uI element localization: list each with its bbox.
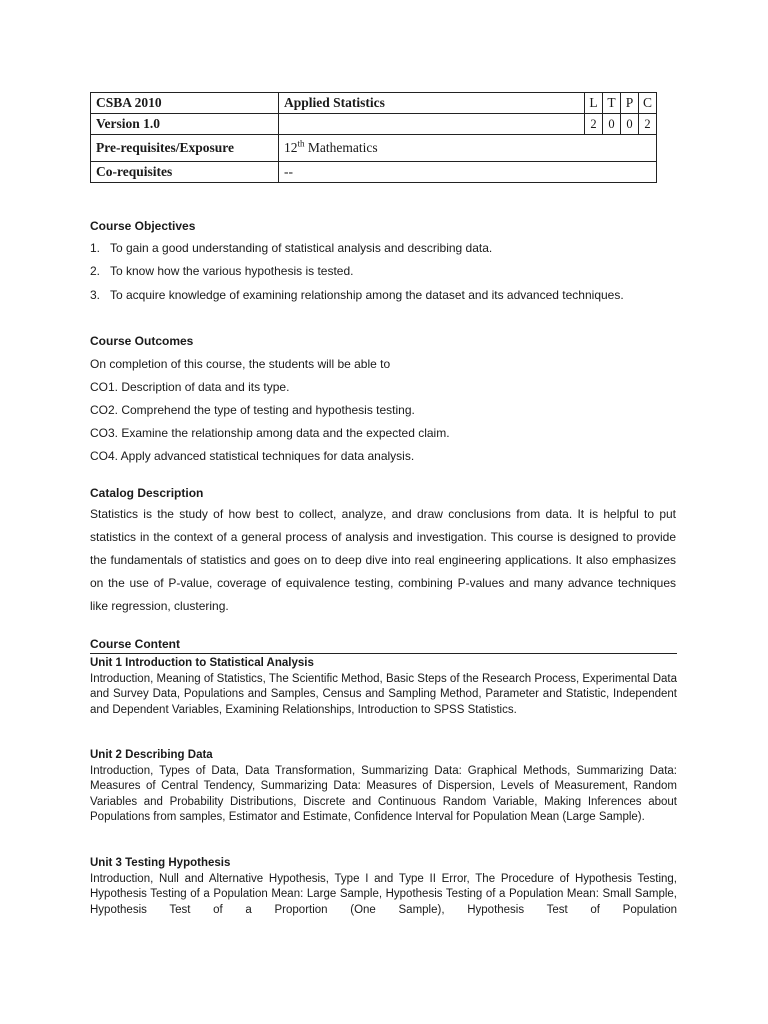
version-value	[279, 114, 585, 135]
unit-title: Unit 3 Testing Hypothesis	[90, 857, 231, 869]
prerequisites-value	[279, 135, 657, 162]
unit-body: Introduction, Null and Alternative Hypothesis, Type I and Type II Error, The Procedure of Hypothesis Testing, Hypothesis Testing of a Population Mean: Large Sample, Hypothesis Testing of a Population Mean: Small Sample, Hypothesis Test of a Proportion (One Sample), Hypothesis Test of Population	[90, 872, 677, 916]
objective-number: 2.	[90, 264, 101, 278]
course-info-table	[90, 92, 657, 183]
ltpc-value-l: 2	[585, 114, 603, 135]
objective-text: To acquire knowledge of examining relationship among the dataset and its advanced techniques.	[110, 288, 624, 302]
corequisites-label: Co-requisites	[91, 162, 279, 183]
corequisites-value: --	[279, 162, 657, 183]
ltpc-header-l: L	[585, 93, 603, 114]
unit-body: Introduction, Types of Data, Data Transformation, Summarizing Data: Graphical Methods, Summarizing Data: Measures of Central Tendency, Summarizing Data: Measures of Dispersion, Levels of Measurement, Random Variables and Probability Distributions, Discrete and Continuous Random Variable, Making Inferences about Populations from samples, Estimator and Estimate, Confidence Interval for Population Mean (Large Sample).	[90, 764, 677, 823]
outcome-item: CO3. Examine the relationship among data and the expected claim.	[90, 426, 450, 440]
objective-text: To gain a good understanding of statistical analysis and describing data.	[110, 241, 493, 255]
unit-title: Unit 2 Describing Data	[90, 749, 213, 761]
unit-body: Introduction, Meaning of Statistics, The Scientific Method, Basic Steps of the Research Process, Experimental Data and Survey Data, Populations and Samples, Census and Sampling Method, Parameter and Statistic, Independent and Dependent Variables, Examining Relationships, Introduction to SPSS Statistics.	[90, 672, 677, 716]
version-row	[91, 114, 657, 135]
unit-title: Unit 1 Introduction to Statistical Analysis	[90, 657, 314, 669]
objective-number: 1.	[90, 241, 101, 255]
objectives-heading: Course Objectives	[90, 219, 196, 233]
content-heading: Course Content	[90, 637, 677, 654]
objective-text: To know how the various hypothesis is tested.	[110, 264, 354, 278]
ltpc-value-p: 0	[621, 114, 639, 135]
objective-item	[90, 288, 624, 302]
ltpc-header-c: C	[639, 93, 657, 114]
prerequisites-row	[91, 135, 657, 162]
course-title: Applied Statistics	[279, 93, 585, 114]
catalog-heading: Catalog Description	[90, 486, 204, 500]
outcome-item: CO4. Apply advanced statistical techniques for data analysis.	[90, 449, 415, 463]
objective-item	[90, 264, 353, 278]
prerequisites-label: Pre-requisites/Exposure	[91, 135, 279, 162]
prerequisites-ordinal: th	[297, 138, 305, 149]
outcomes-heading: Course Outcomes	[90, 334, 194, 348]
catalog-description: Statistics is the study of how best to collect, analyze, and draw conclusions from data. It is helpful to put statistics in the context of a general process of analysis and investigation. This course is designed to provide the fundamentals of statistics and goes on to deep dive into real engineering applications. It also emphasizes on the use of P-value, coverage of equivalence testing, combining P-values and many advance techniques like regression, clustering.	[90, 507, 676, 613]
unit-1	[90, 656, 677, 718]
ltpc-value-t: 0	[603, 114, 621, 135]
ltpc-header-p: P	[621, 93, 639, 114]
objective-item	[90, 241, 492, 255]
ltpc-value-c: 2	[639, 114, 657, 135]
prerequisites-grade: 12	[284, 140, 298, 155]
unit-2	[90, 748, 677, 826]
corequisites-row	[91, 162, 657, 183]
prerequisites-subject: Mathematics	[304, 140, 378, 155]
outcome-item: CO1. Description of data and its type.	[90, 380, 290, 394]
objective-number: 3.	[90, 288, 101, 302]
course-code: CSBA 2010	[91, 93, 279, 114]
ltpc-header-t: T	[603, 93, 621, 114]
outcome-item: CO2. Comprehend the type of testing and hypothesis testing.	[90, 403, 415, 417]
version-label: Version 1.0	[91, 114, 279, 135]
course-code-row	[91, 93, 657, 114]
outcomes-intro: On completion of this course, the students will be able to	[90, 357, 391, 371]
unit-3	[90, 856, 677, 918]
